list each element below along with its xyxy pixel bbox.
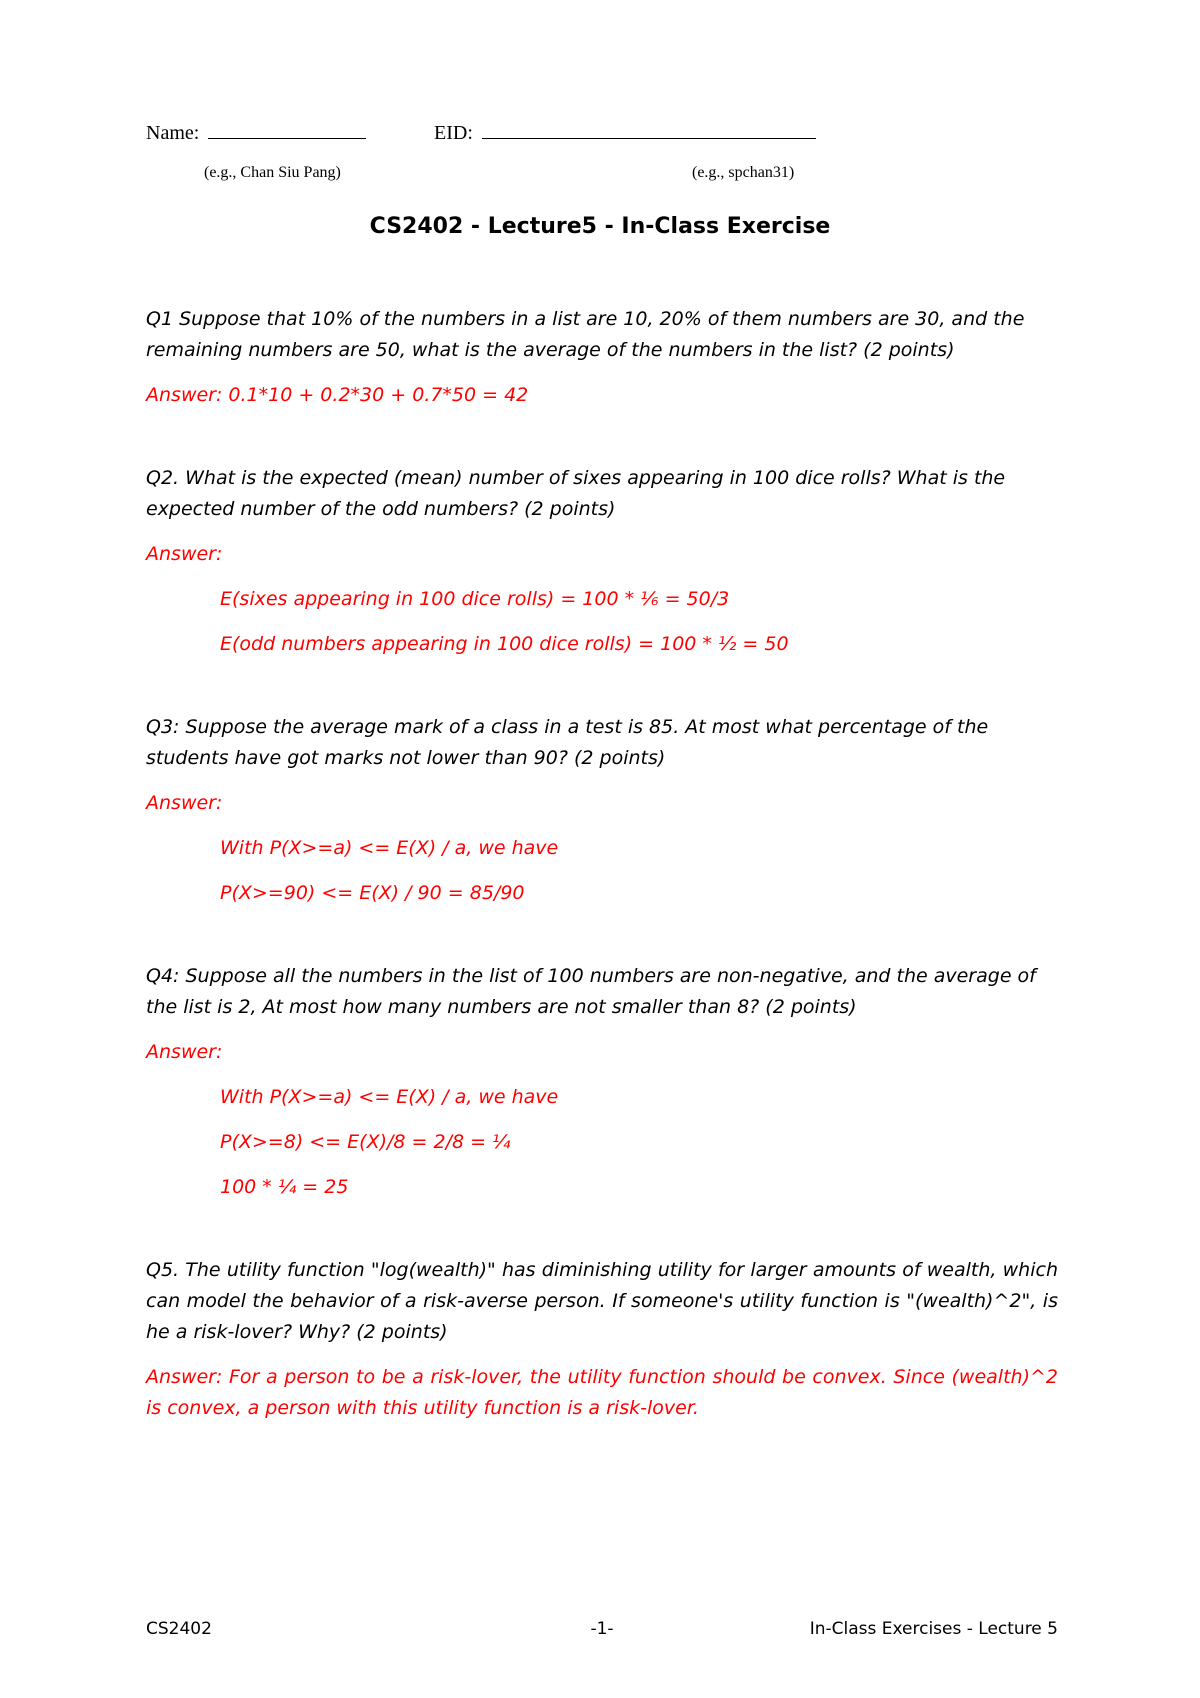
answer-4-line-1: With P(X>=a) <= E(X) / a, we have bbox=[220, 1086, 559, 1108]
name-blank-line bbox=[208, 118, 366, 139]
answer-3-line-1: With P(X>=a) <= E(X) / a, we have bbox=[220, 837, 559, 859]
answer-2-label: Answer: bbox=[146, 543, 223, 565]
exercise-content bbox=[146, 304, 1058, 1424]
answer-2-line-2: E(odd numbers appearing in 100 dice rolls) = 100 * ½ = 50 bbox=[220, 633, 789, 655]
answer-2-line-1: E(sixes appearing in 100 dice rolls) = 100 * ⅙ = 50/3 bbox=[220, 588, 730, 610]
name-label: Name: bbox=[146, 122, 200, 144]
answer-1: Answer: 0.1*10 + 0.2*30 + 0.7*50 = 42 bbox=[146, 384, 529, 406]
footer-section-title: In-Class Exercises - Lecture 5 bbox=[809, 1619, 1058, 1639]
eid-blank-line bbox=[482, 118, 816, 139]
question-4: Q4: Suppose all the numbers in the list of 100 numbers are non-negative, and the average of the list is 2, At most how many numbers are not smaller than 8? (2 points) bbox=[146, 965, 1036, 1018]
question-1: Q1 Suppose that 10% of the numbers in a list are 10, 20% of them numbers are 30, and the remaining numbers are 50, what is the average of the numbers in the list? (2 points) bbox=[146, 308, 1025, 361]
eid-label: EID: bbox=[434, 122, 473, 144]
page-footer bbox=[146, 1616, 1058, 1642]
eid-field bbox=[434, 118, 816, 147]
eid-hint: (e.g., spchan31) bbox=[692, 164, 795, 181]
answer-4-line-2: P(X>=8) <= E(X)/8 = 2/8 = ¼ bbox=[220, 1131, 511, 1153]
answer-4-line-3: 100 * ¼ = 25 bbox=[220, 1176, 349, 1198]
question-3: Q3: Suppose the average mark of a class in a test is 85. At most what percentage of the students have got marks not lower than 90? (2 points) bbox=[146, 716, 989, 769]
footer-page-number: -1- bbox=[590, 1619, 614, 1639]
answer-3-label: Answer: bbox=[146, 792, 223, 814]
name-field bbox=[146, 118, 366, 147]
answer-5: Answer: For a person to be a risk-lover, the utility function should be convex. Since (wealth)^2 is convex, a person with this utility function is a risk-lover. bbox=[146, 1366, 1058, 1419]
name-hint: (e.g., Chan Siu Pang) bbox=[204, 164, 341, 181]
footer-course-code: CS2402 bbox=[146, 1619, 212, 1639]
question-5: Q5. The utility function "log(wealth)" has diminishing utility for larger amounts of wealth, which can model the behavior of a risk-averse person. If someone's utility function is "(wealth)^2", is he a risk-lover? Why? (2 points) bbox=[146, 1259, 1058, 1343]
question-2: Q2. What is the expected (mean) number of sixes appearing in 100 dice rolls? What is the expected number of the odd numbers? (2 points) bbox=[146, 467, 1006, 520]
answer-4-label: Answer: bbox=[146, 1041, 223, 1063]
answer-3-line-2: P(X>=90) <= E(X) / 90 = 85/90 bbox=[220, 882, 525, 904]
page-title: CS2402 - Lecture5 - In-Class Exercise bbox=[369, 214, 831, 239]
